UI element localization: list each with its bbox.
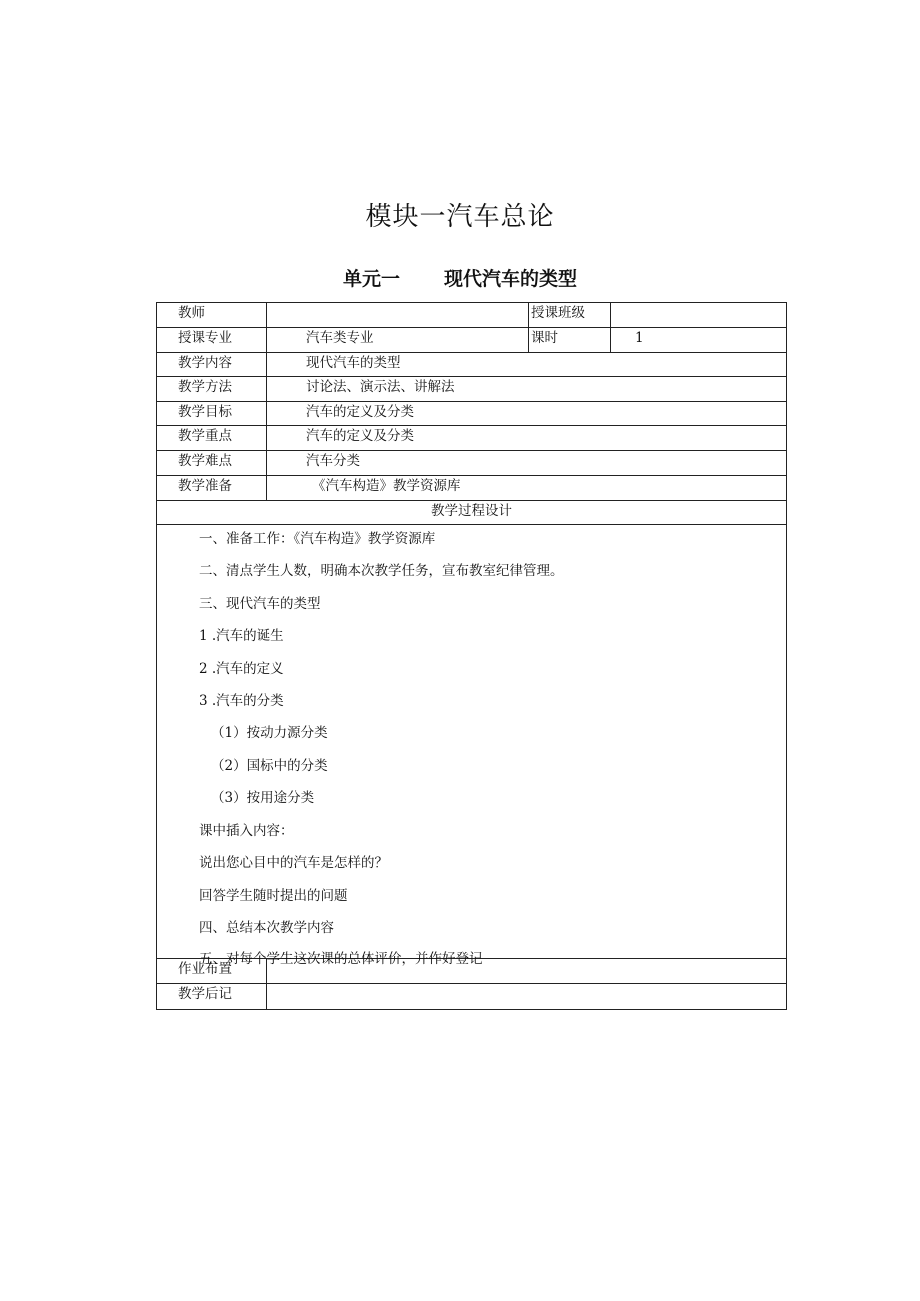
goal-label: 教学目标 — [157, 402, 267, 426]
hours-label: 课时 — [529, 328, 611, 353]
row-major — [157, 328, 787, 353]
process-line: 说出您心目中的汽车是怎样的？ — [199, 855, 388, 871]
process-line: （3）按用途分类 — [211, 790, 315, 806]
process-line: 四、总结本次教学内容 — [199, 920, 334, 936]
row-prep — [157, 476, 787, 501]
process-line: 课中插入内容： — [199, 823, 294, 839]
row-method — [157, 377, 787, 402]
key-label: 教学重点 — [157, 426, 267, 451]
row-reflection — [157, 984, 787, 1010]
process-line: 三、现代汽车的类型 — [199, 596, 321, 612]
prep-label: 教学准备 — [157, 476, 267, 501]
process-cell — [157, 525, 787, 967]
hours-value: 1 — [611, 328, 787, 353]
lesson-plan-table — [156, 302, 787, 1010]
row-difficulty — [157, 451, 787, 476]
row-process-header — [157, 501, 787, 525]
row-goal — [157, 402, 787, 426]
row-key — [157, 426, 787, 451]
method-value: 讨论法、演示法、讲解法 — [267, 377, 787, 402]
teacher-value — [267, 303, 529, 328]
content-value: 现代汽车的类型 — [267, 353, 787, 377]
row-teacher — [157, 303, 787, 328]
reflection-value — [267, 984, 787, 1010]
content-label: 教学内容 — [157, 353, 267, 377]
unit-subtitle — [0, 264, 920, 291]
key-value: 汽车的定义及分类 — [267, 426, 787, 451]
teacher-label: 教师 — [157, 303, 267, 328]
process-line: （1）按动力源分类 — [211, 725, 328, 741]
homework-label: 作业布置 — [157, 959, 267, 984]
process-line: （2）国标中的分类 — [211, 758, 328, 774]
process-line: 2 .汽车的定义 — [199, 661, 284, 677]
goal-value: 汽车的定义及分类 — [267, 402, 787, 426]
row-process — [157, 525, 787, 959]
document-title: 模块一汽车总论 — [365, 202, 555, 232]
unit-number: 单元一 — [342, 268, 400, 290]
difficulty-value: 汽车分类 — [267, 451, 787, 476]
process-line: 1 .汽车的诞生 — [199, 628, 284, 644]
process-content — [157, 525, 786, 967]
major-value: 汽车类专业 — [267, 328, 529, 353]
prep-value: 《汽车构造》教学资源库 — [267, 476, 787, 501]
process-line: 二、清点学生人数，明确本次教学任务，宣布教室纪律管理。 — [199, 563, 564, 579]
class-label: 授课班级 — [529, 303, 611, 328]
process-header: 教学过程设计 — [157, 501, 787, 525]
major-label: 授课专业 — [157, 328, 267, 353]
process-line: 五、对每个学生这次课的总体评价，并作好登记 — [199, 951, 483, 967]
class-value — [611, 303, 787, 328]
unit-name: 现代汽车的类型 — [444, 268, 578, 290]
row-content — [157, 353, 787, 377]
process-line: 3 .汽车的分类 — [199, 693, 284, 709]
method-label: 教学方法 — [157, 377, 267, 402]
process-line: 一、准备工作：《汽车构造》教学资源库 — [199, 531, 436, 547]
reflection-label: 教学后记 — [157, 984, 267, 1010]
difficulty-label: 教学难点 — [157, 451, 267, 476]
process-line: 回答学生随时提出的问题 — [199, 888, 348, 904]
